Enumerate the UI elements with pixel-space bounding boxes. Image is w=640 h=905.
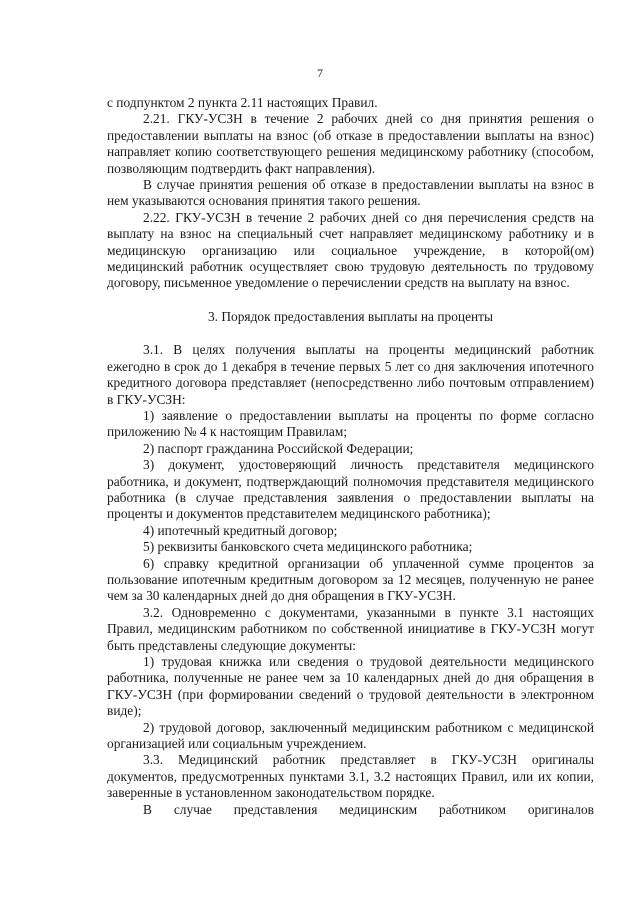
list-item-3-1-4: 4) ипотечный кредитный договор; bbox=[143, 522, 338, 538]
paragraph-3-2: 3.2. Одновременно с документами, указанными в пункте 3.1 настоящих Правил, медицинским работником по собственной инициативе в ГКУ-УСЗН могут быть представлены следующие документы: bbox=[107, 604, 594, 653]
list-item-3-1-3: 3) документ, удостоверяющий личность представителя медицинского работника, и документ, подтверждающий полномочия представителя медицинского работника (в случае представления заявления о предоставлении выплаты на проценты и документов представителем медицинского работника); bbox=[107, 457, 594, 522]
section-heading-3: 3. Порядок предоставления выплаты на проценты bbox=[207, 308, 494, 324]
paragraph-3-3: 3.3. Медицинский работник представляет в ГКУ-УСЗН оригиналы документов, предусмотренных пунктами 3.1, 3.2 настоящих Правил, или их копии, заверенные в установленном законодательством порядке. bbox=[107, 752, 594, 801]
paragraph-2-21: 2.21. ГКУ-УСЗН в течение 2 рабочих дней со дня принятия решения о предоставлении выплаты на взнос (об отказе в предоставлении выплаты на взнос) направляет копию соответствующего решения медицинскому работнику (способом, позволяющим подтвердить факт направления). bbox=[107, 111, 594, 176]
paragraph-continuation: с подпунктом 2 пункта 2.11 настоящих Правил. bbox=[107, 95, 378, 110]
list-item-3-2-2: 2) трудовой договор, заключенный медицинским работником с медицинской организацией или социальным учреждением. bbox=[107, 719, 594, 752]
list-item-3-1-6: 6) справку кредитной организации об уплаченной сумме процентов за пользование ипотечным кредитным договором за 12 месяцев, полученную не ранее чем за 30 календарных дней до дня обращения в ГКУ-УСЗН. bbox=[107, 555, 594, 604]
page-number: 7 bbox=[317, 66, 323, 80]
paragraph-3-1: 3.1. В целях получения выплаты на проценты медицинский работник ежегодно в срок до 1 декабря в течение первых 5 лет со дня заключения ипотечного кредитного договора представляет (непосредственно либо почтовым отправлением) в ГКУ-УСЗН: bbox=[107, 342, 594, 407]
list-item-3-1-5: 5) реквизиты банковского счета медицинского работника; bbox=[143, 539, 473, 555]
paragraph-2-22: 2.22. ГКУ-УСЗН в течение 2 рабочих дней со дня перечисления средств на выплату на взнос на специальный счет направляет медицинскому работнику и в медицинскую организацию или социальное учреждение, в которой(ом) медицинский работник осуществляет свою трудовую деятельность по трудовому договору, письменное уведомление о перечислении средств на выплату на взнос. bbox=[107, 209, 594, 291]
paragraph-originals-continued: В случае представления медицинским работником оригиналов bbox=[143, 801, 594, 817]
list-item-3-2-1: 1) трудовая книжка или сведения о трудовой деятельности медицинского работника, полученные не ранее чем за 10 календарных дней до дня обращения в ГКУ-УСЗН (при формировании сведений о трудовой деятельности в электронном виде); bbox=[107, 654, 594, 719]
list-item-3-1-1: 1) заявление о предоставлении выплаты на проценты по форме согласно приложению № 4 к настоящим Правилам; bbox=[107, 407, 594, 440]
document-body bbox=[107, 95, 594, 818]
list-item-3-1-2: 2) паспорт гражданина Российской Федерации; bbox=[143, 440, 414, 456]
paragraph-refusal-grounds: В случае принятия решения об отказе в предоставлении выплаты на взнос в нем указываются основания принятия такого решения. bbox=[107, 177, 594, 209]
